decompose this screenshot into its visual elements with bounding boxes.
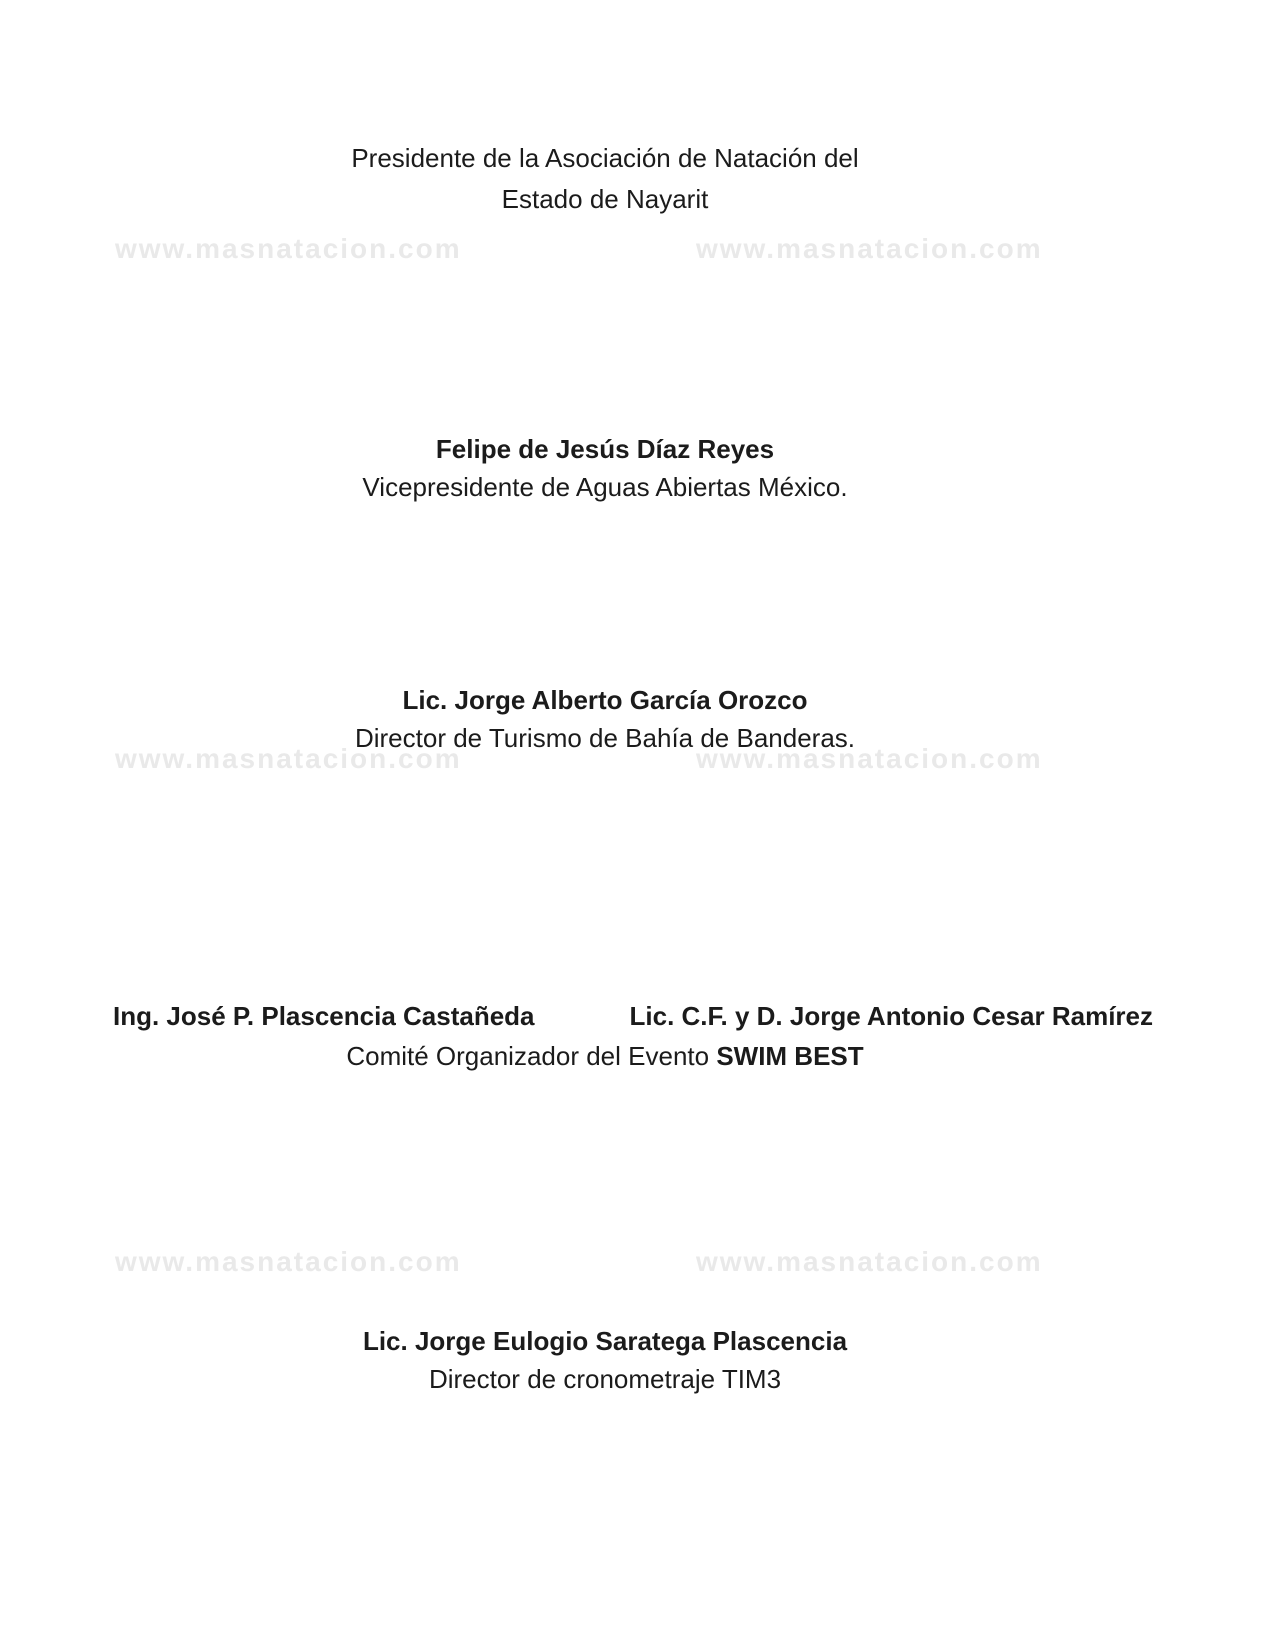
person-name: Felipe de Jesús Díaz Reyes <box>435 434 775 464</box>
person-name: Lic. Jorge Alberto García Orozco <box>402 685 808 715</box>
watermark-bottom-right: www.masnatacion.com <box>696 1246 1043 1277</box>
watermark-middle-right: www.masnatacion.com <box>696 743 1043 774</box>
watermark-middle-left: www.masnatacion.com <box>115 743 462 774</box>
person-title: Vicepresidente de Aguas Abiertas México. <box>362 472 848 502</box>
committee-caption-text: Comité Organizador del Evento <box>346 1041 717 1071</box>
committee-left-name: Ing. José P. Plascencia Castañeda <box>113 1001 535 1031</box>
committee-right-name: Lic. C.F. y D. Jorge Antonio Cesar Ramírez <box>629 1001 1153 1031</box>
person-title: Director de cronometraje TIM3 <box>428 1364 782 1394</box>
person-title: Director de Turismo de Bahía de Banderas. <box>354 723 856 753</box>
person-block-director-turismo <box>85 681 1125 757</box>
watermark-top-left: www.masnatacion.com <box>115 233 462 264</box>
watermark-bottom-left: www.masnatacion.com <box>115 1246 462 1277</box>
watermark-top-right: www.masnatacion.com <box>696 233 1043 264</box>
person-name: Lic. Jorge Eulogio Saratega Plascencia <box>362 1326 848 1356</box>
committee-caption <box>85 1037 1125 1075</box>
committee-names-row <box>113 997 1153 1035</box>
person-block-director-cronometraje <box>85 1322 1125 1398</box>
header-line-1: Presidente de la Asociación de Natación del <box>351 143 859 173</box>
header-line-2: Estado de Nayarit <box>501 184 709 214</box>
committee-caption-event-name: SWIM BEST <box>716 1041 864 1071</box>
person-block-vicepresidente <box>85 430 1125 506</box>
page-header <box>85 138 1125 220</box>
